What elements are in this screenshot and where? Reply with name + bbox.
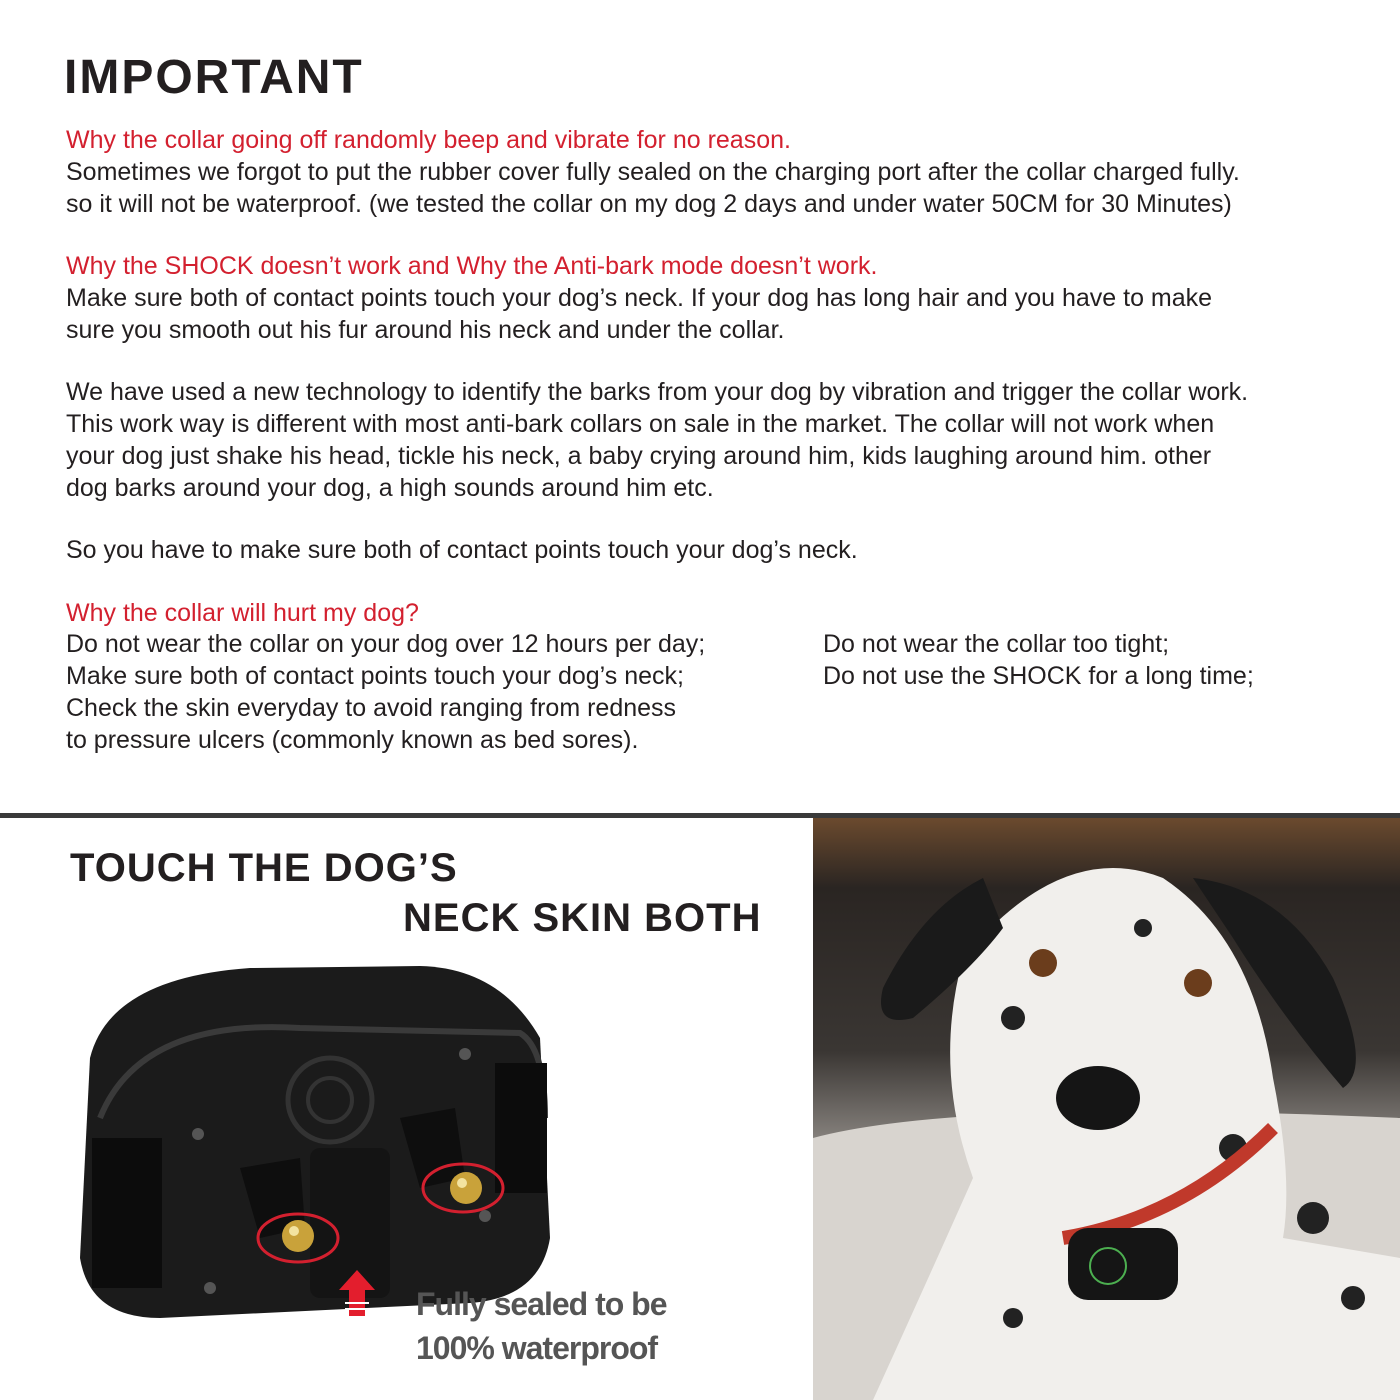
collar-panel <box>0 818 813 1400</box>
body-text: dog barks around your dog, a high sounds around him etc. <box>66 474 714 502</box>
body-text: Make sure both of contact points touch your dog’s neck; <box>66 662 684 690</box>
section-heading: Why the collar going off randomly beep and vibrate for no reason. <box>66 126 791 154</box>
section-heading: Why the collar will hurt my dog? <box>66 599 419 627</box>
caption-line2: 100% waterproof <box>416 1330 658 1366</box>
body-text: Do not wear the collar too tight; <box>823 630 1170 658</box>
body-text: Do not wear the collar on your dog over 12 hours per day; <box>66 630 706 658</box>
body-text: Do not use the SHOCK for a long time; <box>823 662 1254 690</box>
dog-photo <box>813 818 1400 1400</box>
body-text: sure you smooth out his fur around his neck and under the collar. <box>66 316 785 344</box>
body-text: Sometimes we forgot to put the rubber cover fully sealed on the charging port after the collar charged fully. <box>66 158 1240 186</box>
panel-heading-line1: TOUCH THE DOG’S <box>70 846 458 890</box>
body-text: Check the skin everyday to avoid ranging from redness <box>66 694 677 722</box>
caption-line1: Fully sealed to be <box>416 1286 667 1322</box>
body-text: Make sure both of contact points touch your dog’s neck. If your dog has long hair and you have to make <box>66 284 1213 312</box>
body-text: We have used a new technology to identify the barks from your dog by vibration and trigger the collar work. <box>66 378 1249 406</box>
body-text: so it will not be waterproof. (we tested the collar on my dog 2 days and under water 50CM for 30 Minutes) <box>66 190 1232 218</box>
section-heading: Why the SHOCK doesn’t work and Why the Anti-bark mode doesn’t work. <box>66 252 878 280</box>
body-text: This work way is different with most anti-bark collars on sale in the market. The collar will not work when <box>66 410 1215 438</box>
collar-receiver-image <box>0 818 813 1400</box>
body-text: to pressure ulcers (commonly known as bed sores). <box>66 726 639 754</box>
body-text: your dog just shake his head, tickle his neck, a baby crying around him, kids laughing around him. other <box>66 442 1212 470</box>
panel-heading-line2: NECK SKIN BOTH <box>403 896 762 940</box>
page-title: IMPORTANT <box>64 51 364 104</box>
body-text: So you have to make sure both of contact points touch your dog’s neck. <box>66 536 858 564</box>
